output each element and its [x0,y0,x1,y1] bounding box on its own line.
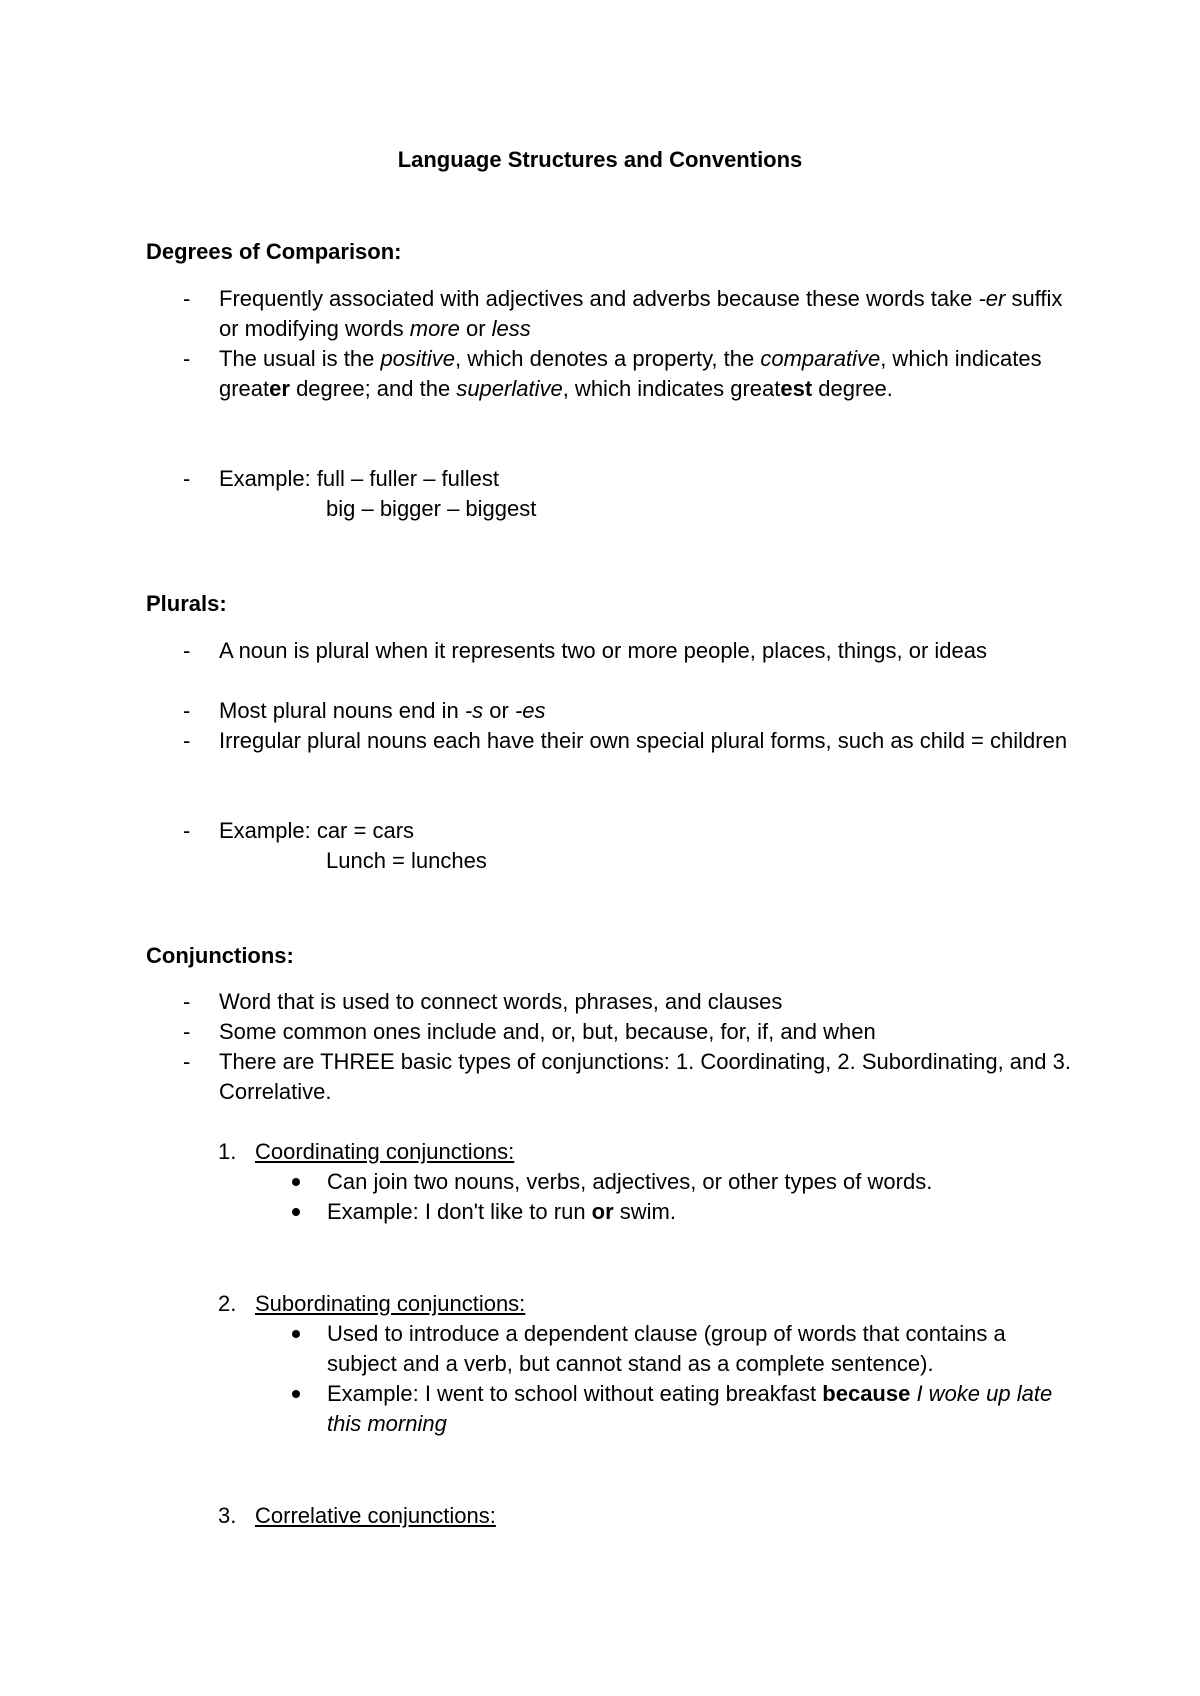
dash-marker: - [183,286,191,311]
item-number: 2. [218,1291,237,1316]
item-label: Correlative conjunctions: [255,1503,496,1528]
example-text: Example: car = cars [219,818,415,843]
bullet-subordinating-2 [290,1379,1080,1439]
list-item-text: Word that is used to connect words, phrases, and clauses [219,989,783,1014]
list-item-text: Frequently associated with adjectives and adverbs because these words take -er suffix or modifying words more or less [219,286,1063,341]
dash-marker: - [183,466,191,491]
heading-plurals: Plurals: [146,591,227,616]
list-item-degrees-2 [146,344,1076,404]
bullet-dot-icon [292,1390,300,1398]
list-item-text: Some common ones include and, or, but, because, for, if, and when [219,1019,876,1044]
heading-degrees-of-comparison: Degrees of Comparison: [146,239,402,264]
item-number: 3. [218,1503,237,1528]
dash-marker: - [183,638,191,663]
dash-marker: - [183,698,191,723]
list-item-degrees-example [146,464,1076,494]
example-continuation: big – bigger – biggest [326,496,537,521]
bullet-dot-icon [292,1208,300,1216]
list-item-conjunctions-2 [146,1017,1076,1047]
bullet-text: Used to introduce a dependent clause (group of words that contains a subject and a verb, but cannot stand as a complete sentence). [327,1321,1006,1376]
list-item-text: The usual is the positive, which denotes a property, the comparative, which indicates greater degree; and the superlative, which indicates greatest degree. [219,346,1042,401]
bullet-dot-icon [292,1178,300,1186]
bullet-text: Can join two nouns, verbs, adjectives, or other types of words. [327,1169,933,1194]
item-label: Coordinating conjunctions: [255,1139,515,1164]
list-item-plurals-2 [146,696,1076,726]
example-continuation: Lunch = lunches [326,848,487,873]
item-number: 1. [218,1139,237,1164]
list-item-plurals-3 [146,726,1076,756]
example-text: Example: full – fuller – fullest [219,466,500,491]
dash-marker: - [183,818,191,843]
heading-conjunctions: Conjunctions: [146,943,294,968]
bullet-text: Example: I don't like to run or swim. [327,1199,676,1224]
list-item-text: Most plural nouns end in -s or -es [219,698,546,723]
list-item-conjunctions-1 [146,987,1076,1017]
list-item-degrees-1 [146,284,1076,344]
bullet-dot-icon [292,1330,300,1338]
list-item-text: A noun is plural when it represents two or more people, places, things, or ideas [219,638,987,663]
page-title: Language Structures and Conventions [397,147,803,172]
bullet-coordinating-1 [290,1167,1080,1197]
numbered-item-coordinating [218,1137,514,1167]
numbered-item-subordinating [218,1289,525,1319]
bullet-coordinating-2 [290,1197,1080,1227]
list-item-conjunctions-3 [146,1047,1076,1107]
numbered-item-correlative [218,1501,496,1531]
list-item-plurals-example [146,816,1076,846]
item-label: Subordinating conjunctions: [255,1291,526,1316]
bullet-text: Example: I went to school without eating breakfast because I woke up late this morning [327,1381,1053,1436]
list-item-plurals-1 [146,636,1076,666]
dash-marker: - [183,1049,191,1074]
list-item-text: There are THREE basic types of conjunctions: 1. Coordinating, 2. Subordinating, and 3. Correlative. [219,1049,1071,1104]
dash-marker: - [183,346,191,371]
list-item-text: Irregular plural nouns each have their own special plural forms, such as child = children [219,728,1068,753]
bullet-subordinating-1 [290,1319,1080,1379]
dash-marker: - [183,728,191,753]
dash-marker: - [183,989,191,1014]
dash-marker: - [183,1019,191,1044]
